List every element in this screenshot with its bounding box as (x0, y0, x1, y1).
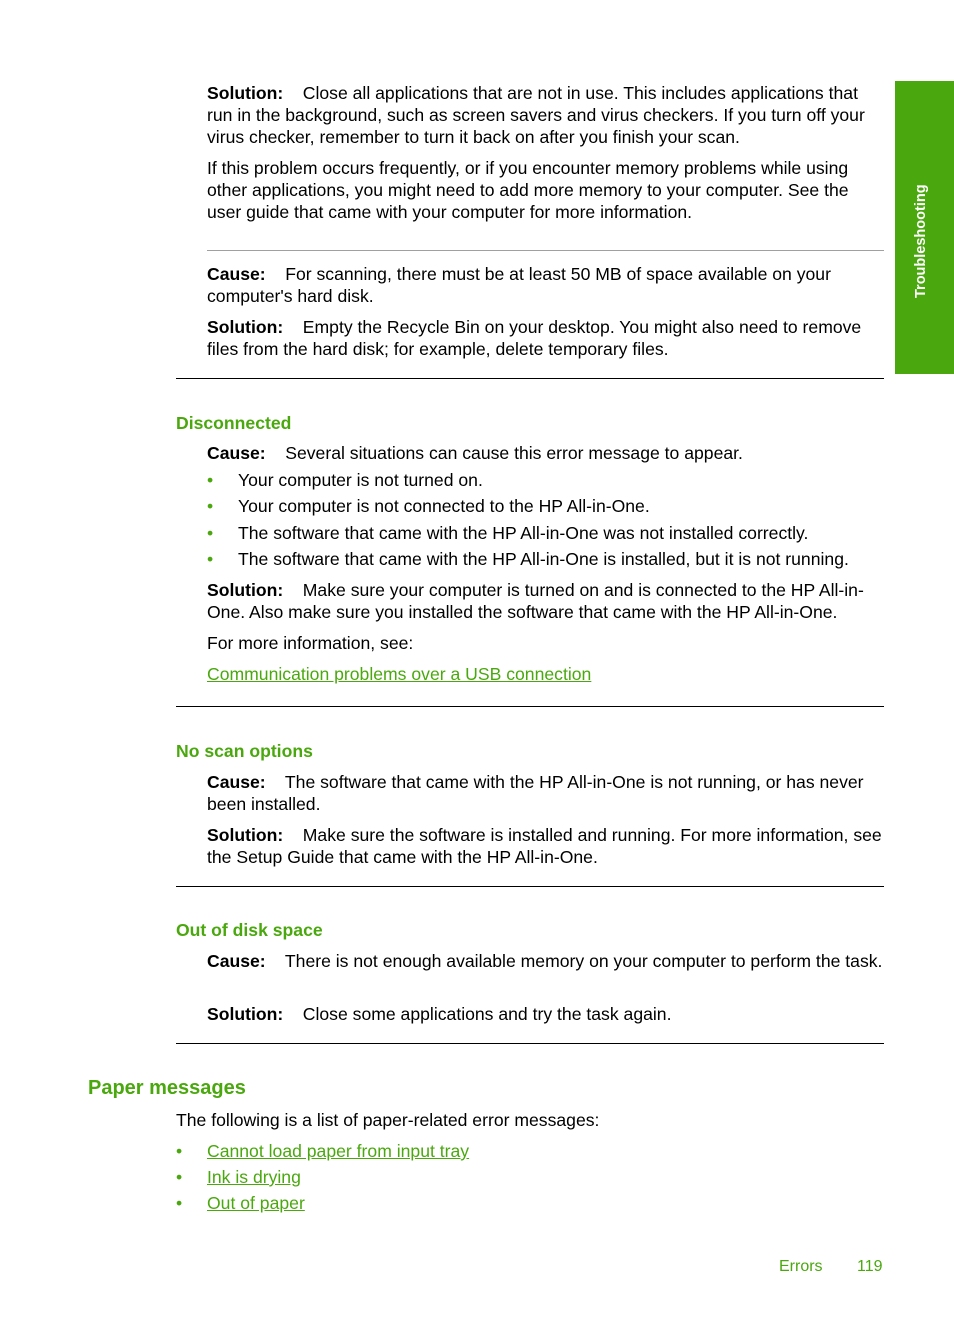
cause-paragraph (207, 442, 887, 464)
list-item-text: The software that came with the HP All-in-One was not installed correctly. (238, 523, 809, 543)
list-item-text: The software that came with the HP All-in-One is installed, but it is not running. (238, 549, 849, 569)
bullet-icon: • (176, 1141, 183, 1161)
side-tab-label: Troubleshooting (913, 184, 929, 298)
solution-label: Solution: (207, 580, 284, 600)
solution-label: Solution: (207, 1004, 284, 1024)
divider (207, 250, 884, 251)
section-heading-out-of-disk-space: Out of disk space (176, 920, 323, 940)
cause-text: For scanning, there must be at least 50 MB of space available on your computer's hard disk. (207, 264, 831, 306)
out-of-paper-link[interactable]: Out of paper (207, 1193, 305, 1213)
usb-communication-link[interactable]: Communication problems over a USB connection (207, 664, 592, 684)
bullet-icon: • (207, 523, 214, 543)
cause-paragraph (207, 771, 887, 815)
ink-is-drying-link[interactable]: Ink is drying (207, 1167, 301, 1187)
solution-paragraph (207, 824, 887, 868)
solution-paragraph (207, 82, 887, 148)
solution-text: Make sure your computer is turned on and is connected to the HP All-in-One. Also make sure you installed the software that came with the HP All-in-One. (207, 580, 864, 622)
section-divider (176, 1043, 884, 1044)
solution-text: Close some applications and try the task again. (302, 1004, 672, 1024)
section-divider (176, 706, 884, 707)
solution-text: Close all applications that are not in use. This includes applications that run in the background, such as screen savers and virus checkers. If you turn off your virus checker, remember to turn it back on after you finish your scan. (207, 83, 865, 147)
cause-paragraph (207, 263, 887, 307)
solution-paragraph (207, 1003, 887, 1025)
cause-paragraph (207, 950, 887, 972)
section-heading-paper-messages: Paper messages (88, 1077, 246, 1099)
list-item-text: Your computer is not turned on. (238, 470, 483, 490)
bullet-icon: • (207, 549, 214, 569)
cause-text: There is not enough available memory on your computer to perform the task. (284, 951, 883, 971)
solution-label: Solution: (207, 83, 284, 103)
footer-section-name: Errors (779, 1258, 823, 1275)
bullet-icon: • (176, 1167, 183, 1187)
cause-label: Cause: (207, 772, 266, 792)
memory-note: If this problem occurs frequently, or if you encounter memory problems while using other applications, you might need to add more memory to your computer. See the user guide that came with your computer for more information. (207, 158, 849, 222)
solution-text: Empty the Recycle Bin on your desktop. You might also need to remove files from the hard disk; for example, delete temporary files. (207, 317, 862, 359)
section-heading-disconnected: Disconnected (176, 413, 292, 433)
page-number: 119 (857, 1258, 883, 1275)
section-divider (176, 886, 884, 887)
section-divider (176, 378, 884, 379)
cannot-load-paper-link[interactable]: Cannot load paper from input tray (207, 1141, 470, 1161)
cause-label: Cause: (207, 443, 266, 463)
paper-intro: The following is a list of paper-related error messages: (176, 1110, 600, 1130)
bullet-icon: • (176, 1193, 183, 1213)
solution-text: Make sure the software is installed and running. For more information, see the Setup Guide that came with the HP All-in-One. (207, 825, 882, 867)
bullet-icon: • (207, 470, 214, 490)
more-info-text: For more information, see: (207, 633, 414, 653)
cause-label: Cause: (207, 951, 266, 971)
solution-label: Solution: (207, 825, 284, 845)
cause-text: Several situations can cause this error message to appear. (285, 443, 743, 463)
cause-text: The software that came with the HP All-in-One is not running, or has never been installed. (207, 772, 864, 814)
solution-paragraph (207, 579, 887, 623)
cause-label: Cause: (207, 264, 266, 284)
solution-paragraph (207, 316, 887, 360)
solution-label: Solution: (207, 317, 284, 337)
bullet-icon: • (207, 496, 214, 516)
list-item-text: Your computer is not connected to the HP All-in-One. (238, 496, 650, 516)
section-heading-no-scan-options: No scan options (176, 741, 313, 761)
